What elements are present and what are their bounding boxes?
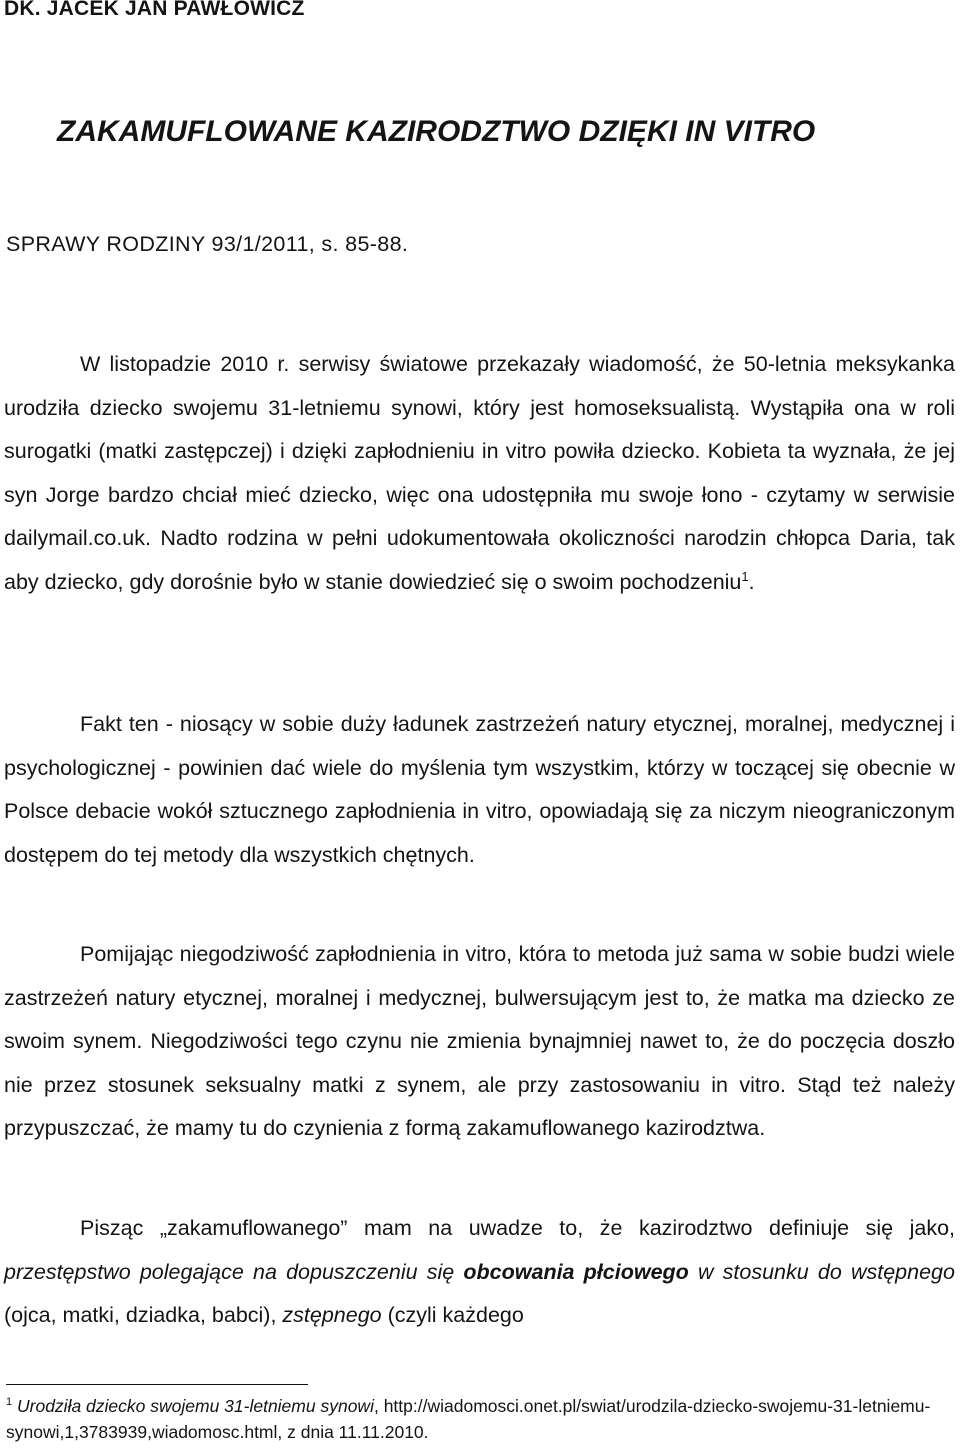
paragraph-1	[4, 343, 955, 604]
definition-italic: przestępstwo polegające na dopuszczeniu się	[4, 1259, 455, 1284]
paragraph-3-text: Pomijając niegodziwość zapłodnienia in vitro, która to metoda już sama w sobie budzi wiele zastrzeżeń natury etycznej, moralnej i medycznej, bulwersującym jest to, że matka ma dziecko ze swoim synem. Niegodziwości tego czynu nie zmienia bynajmniej nawet to, że do poczęcia doszło nie przez stosunek seksualny matki z synem, ale przy zastosowaniu in vitro. Stąd też należy przypuszczać, że mamy tu do czynienia z formą zakamuflowanego kazirodztwa.	[4, 942, 955, 1140]
footnote-divider	[6, 1384, 308, 1385]
paragraph-2	[4, 703, 955, 877]
article-title: ZAKAMUFLOWANE KAZIRODZTWO DZIĘKI IN VITRO	[57, 115, 816, 148]
paragraph-4-end: (czyli każdego	[381, 1303, 524, 1327]
paragraph-4-mid: (ojca, matki, dziadka, babci),	[4, 1303, 283, 1327]
paragraph-1-end: .	[748, 569, 755, 594]
footnote-ref-1[interactable]: 1	[741, 568, 749, 584]
paragraph-4	[4, 1207, 955, 1338]
footnote-number: 1	[6, 1396, 13, 1409]
paragraph-1-text: W listopadzie 2010 r. serwisy światowe przekazały wiadomość, że 50-letnia meksykanka urodziła dziecko swojemu 31-letniemu synowi, który jest homoseksualistą. Wystąpiła ona w roli surogatki (matki zastępczej) i dzięki zapłodnieniu in vitro powiła dziecko. Kobieta ta wyznała, że jej syn Jorge bardzo chciał mieć dziecko, więc ona udostępniła mu swoje łono - czytamy w serwisie dailymail.co.uk. Nadto rodzina w pełni udokumentowała okoliczności narodzin chłopca Daria, tak aby dziecko, gdy dorośnie było w stanie dowiedzieć się o swoim pochodzeniu	[4, 352, 955, 594]
definition-bold-italic: obcowania płciowego	[463, 1259, 689, 1284]
space	[689, 1260, 698, 1284]
footnote-1	[6, 1393, 956, 1445]
footnote-link[interactable]: , http://wiadomosci.onet.pl/swiat/urodzila-dziecko-swojemu-31-letniemu-synowi,1,3783939,wiadomosc.html, z dnia 11.11.2010.	[6, 1396, 931, 1442]
paragraph-2-text: Fakt ten - niosący w sobie duży ładunek zastrzeżeń natury etycznej, moralnej, medycznej i psychologicznej - powinien dać wiele do myślenia tym wszystkim, którzy w toczącej się obecnie w Polsce debacie wokół sztucznego zapłodnienia in vitro, opowiadają się za niczym nieograniczonym dostępem do tej metody dla wszystkich chętnych.	[4, 712, 955, 867]
author-name: DK. JACEK JAN PAWŁOWICZ	[4, 0, 305, 20]
source-citation: SPRAWY RODZINY 93/1/2011, s. 85-88.	[6, 232, 409, 256]
footnote-title: Urodziła dziecko swojemu 31-letniemu synowi	[17, 1396, 374, 1416]
paragraph-4-intro: Pisząc „zakamuflowanego” mam na uwadze to, że kazirodztwo definiuje się jako,	[80, 1216, 955, 1240]
definition-italic-2: w stosunku do wstępnego	[697, 1259, 955, 1284]
definition-italic-3: zstępnego	[282, 1303, 382, 1327]
paragraph-3	[4, 933, 955, 1151]
